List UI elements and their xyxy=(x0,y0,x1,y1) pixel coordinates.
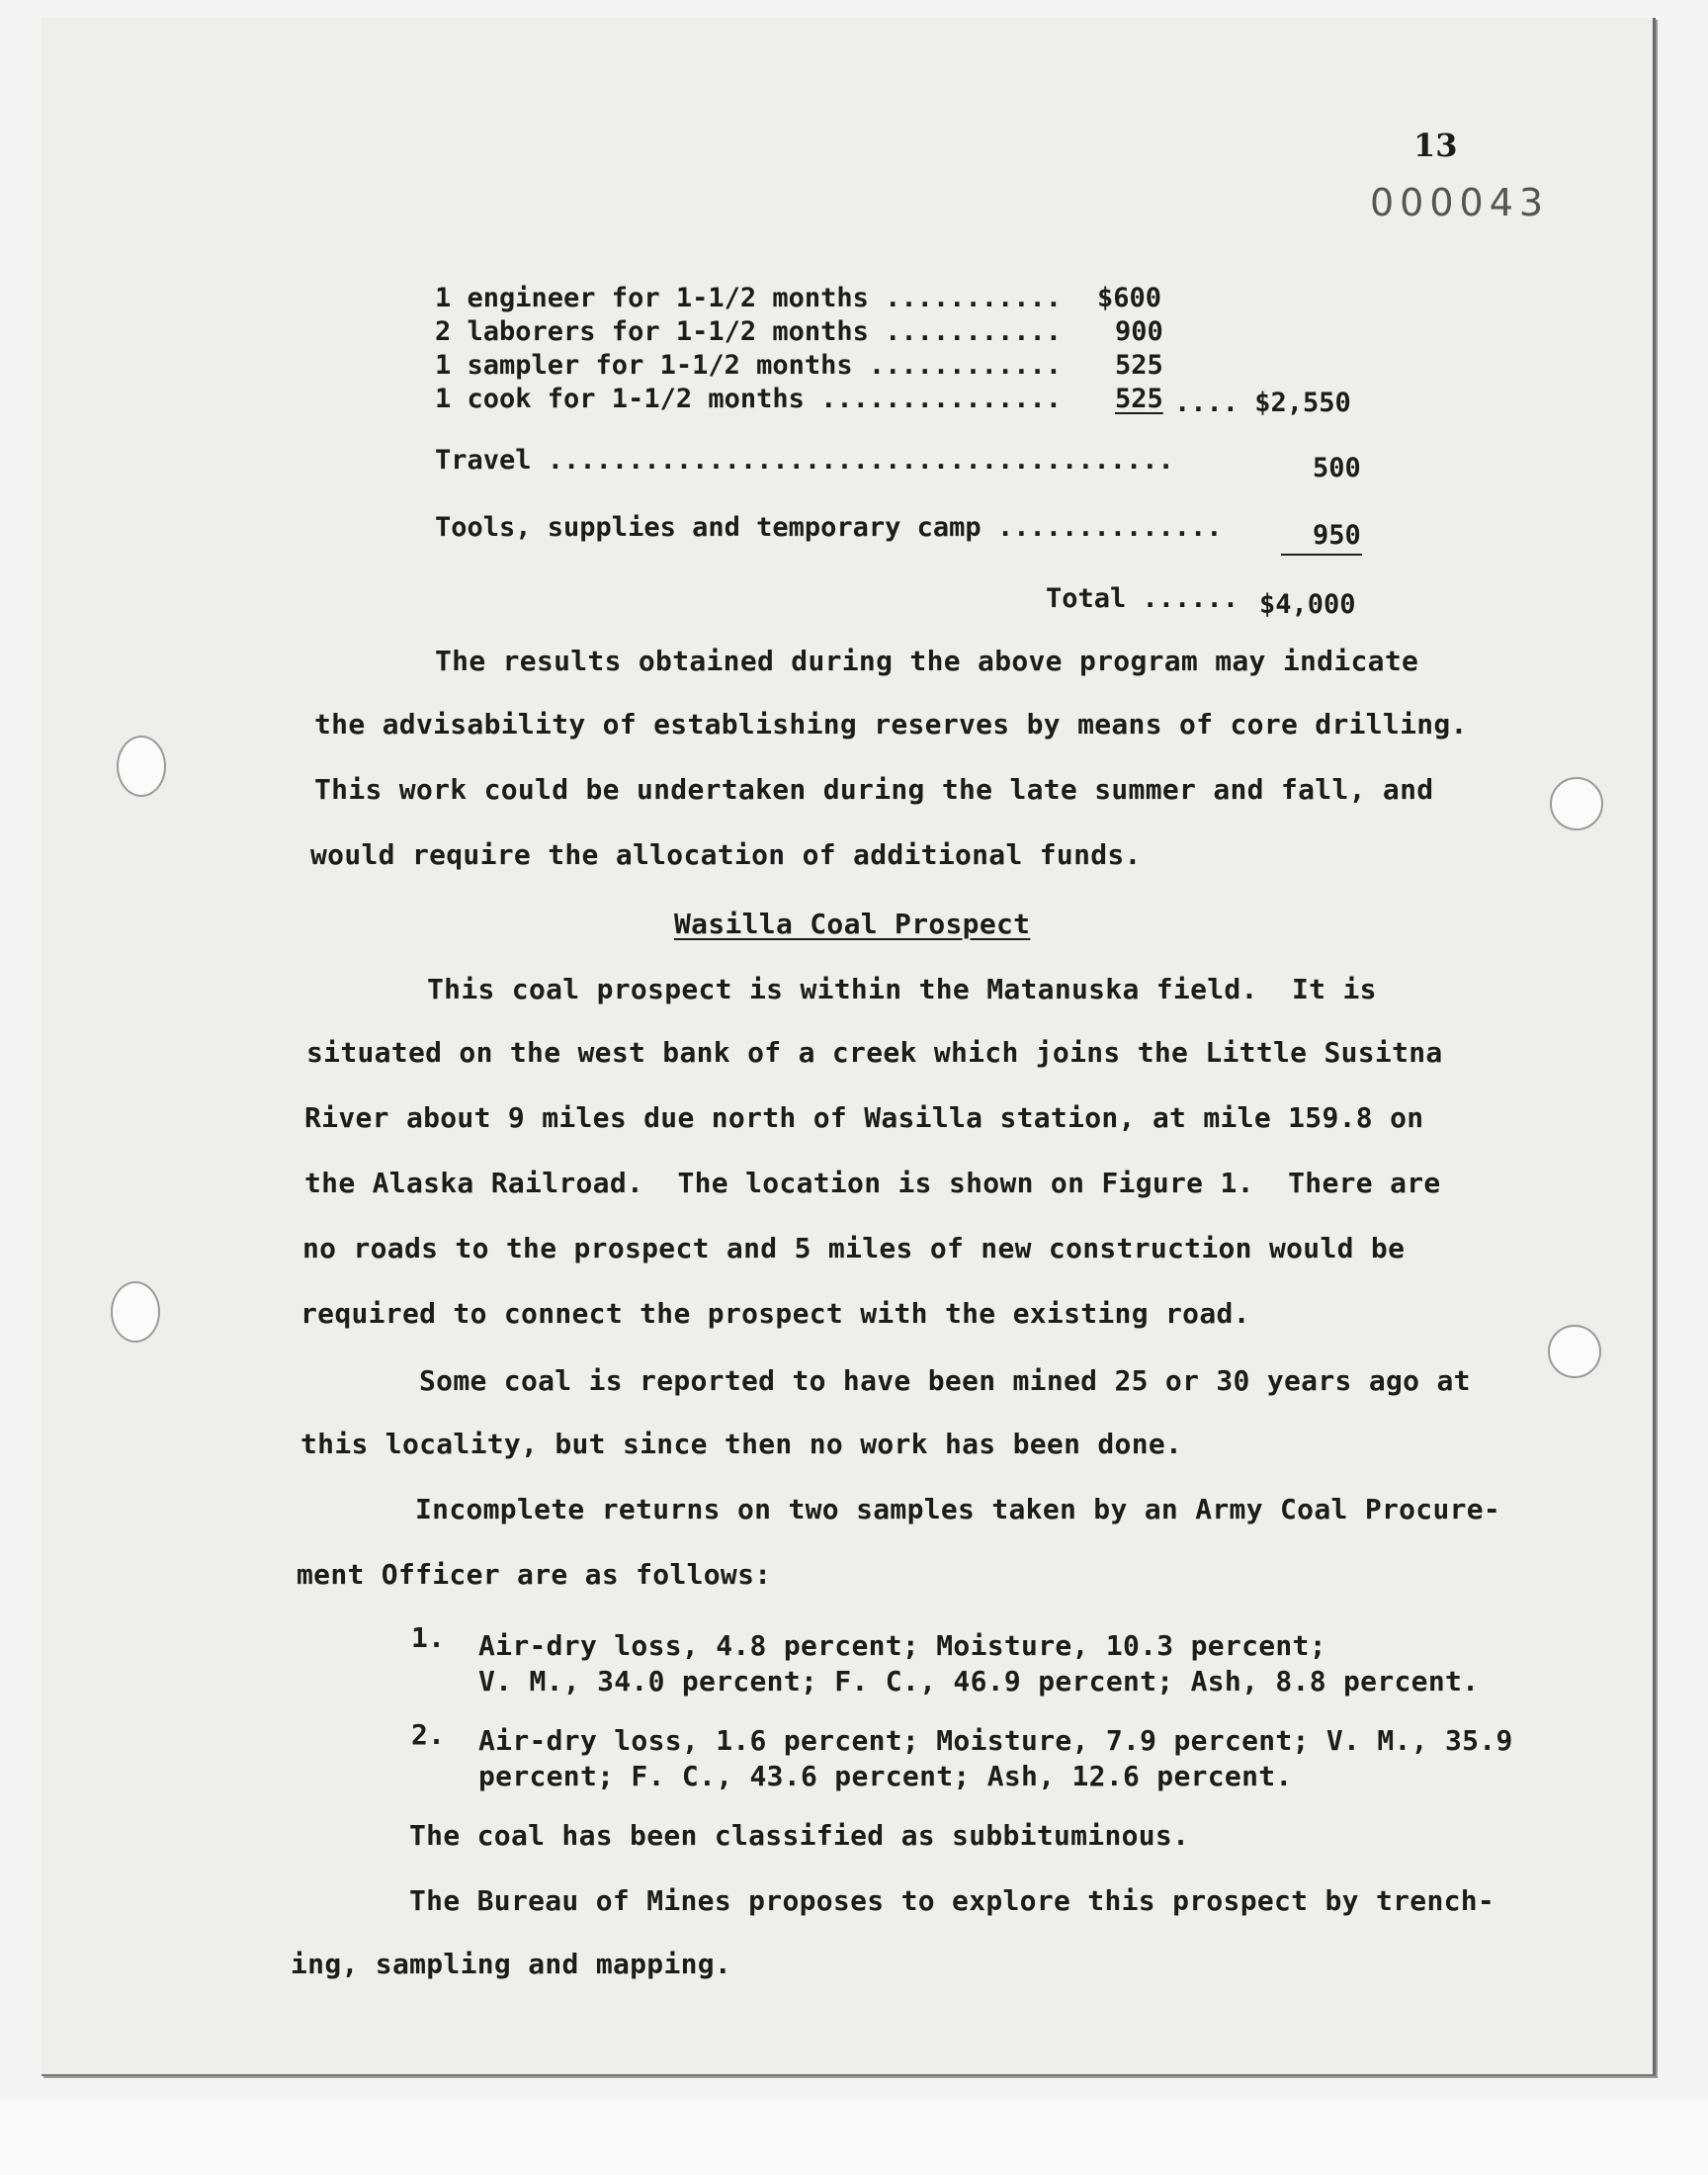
cost-label: 1 engineer for 1-1/2 months xyxy=(435,283,869,313)
cost-row xyxy=(435,316,1062,347)
cost-amount: 900 xyxy=(1115,316,1163,347)
cost-label: Tools, supplies and temporary camp xyxy=(435,512,982,543)
cost-label: 1 sampler for 1-1/2 months xyxy=(435,350,853,381)
leader-dots: ........... xyxy=(868,316,1062,347)
cost-label: 2 laborers for 1-1/2 months xyxy=(435,316,869,347)
total-row xyxy=(1046,583,1238,614)
cost-amount: $600 xyxy=(1097,283,1162,313)
cost-label: 1 cook for 1-1/2 months xyxy=(435,384,805,414)
punch-hole-right-upper xyxy=(1550,777,1603,830)
cost-amount: 500 xyxy=(1313,453,1361,483)
tools-row xyxy=(435,512,1223,543)
cost-amount: 950 xyxy=(1313,520,1361,551)
scan-margin xyxy=(0,2100,1708,2175)
leader-dots: ............... xyxy=(804,384,1062,414)
text-line: situated on the west bank of a creek which joins the Little Susitna xyxy=(306,1036,1443,1069)
cost-subtotal: .... $2,550 xyxy=(1174,388,1351,418)
text-line: the advisability of establishing reserves by means of core drilling. xyxy=(314,708,1468,740)
cost-row xyxy=(435,350,1062,381)
leader-dots: .............. xyxy=(981,512,1223,543)
text-line: The Bureau of Mines proposes to explore this prospect by trench- xyxy=(409,1884,1495,1917)
text-line: ment Officer are as follows: xyxy=(297,1558,772,1591)
text-line: The results obtained during the above program may indicate xyxy=(435,645,1419,677)
total-amount: $4,000 xyxy=(1259,589,1356,620)
text-line: River about 9 miles due north of Wasilla station, at mile 159.8 on xyxy=(304,1101,1424,1134)
leader-dots: ............ xyxy=(852,350,1062,381)
list-item-line: Air-dry loss, 4.8 percent; Moisture, 10.3 percent; xyxy=(478,1629,1326,1662)
paragraph-classification: The coal has been classified as subbituminous. xyxy=(409,1819,1190,1852)
text-line: Some coal is reported to have been mined 25 or 30 years ago at xyxy=(419,1364,1471,1397)
total-label: Total xyxy=(1046,583,1127,614)
punch-hole-right-lower xyxy=(1548,1325,1601,1378)
list-number: 2. xyxy=(411,1718,446,1751)
text-line: would require the allocation of additional funds. xyxy=(310,838,1142,871)
cost-label: Travel xyxy=(435,445,532,476)
page-number: 13 xyxy=(1413,127,1458,164)
text-line: This coal prospect is within the Matanuska field. It is xyxy=(427,973,1377,1005)
document-stamp-number: 000043 xyxy=(1370,181,1550,224)
leader-dots: ...... xyxy=(1126,583,1239,614)
leader-dots: ........... xyxy=(868,283,1062,313)
list-number: 1. xyxy=(411,1621,446,1654)
list-item-line: percent; F. C., 43.6 percent; Ash, 12.6 percent. xyxy=(478,1760,1293,1792)
cost-row xyxy=(435,283,1062,313)
punch-hole-left-lower xyxy=(111,1281,160,1343)
cost-amount: 525 xyxy=(1115,350,1163,381)
cost-row xyxy=(435,384,1062,414)
text-line: required to connect the prospect with the existing road. xyxy=(300,1297,1250,1330)
text-line: ing, sampling and mapping. xyxy=(291,1948,732,1980)
leader-dots: ....................................... xyxy=(531,445,1174,476)
punch-hole-left-upper xyxy=(117,736,166,797)
text-line: Incomplete returns on two samples taken by an Army Coal Procure- xyxy=(415,1493,1501,1525)
list-item-line: V. M., 34.0 percent; F. C., 46.9 percent; Ash, 8.8 percent. xyxy=(478,1665,1480,1697)
section-heading: Wasilla Coal Prospect xyxy=(674,908,1031,940)
text-line: This work could be undertaken during the late summer and fall, and xyxy=(314,773,1434,806)
travel-row xyxy=(435,445,1174,476)
text-line: no roads to the prospect and 5 miles of new construction would be xyxy=(302,1232,1406,1264)
total-rule xyxy=(1281,554,1362,556)
list-item-line: Air-dry loss, 1.6 percent; Moisture, 7.9 percent; V. M., 35.9 xyxy=(478,1724,1513,1757)
text-line: the Alaska Railroad. The location is shown on Figure 1. There are xyxy=(304,1167,1441,1199)
cost-amount: 525 xyxy=(1115,384,1163,414)
text-line: this locality, but since then no work has been done. xyxy=(300,1428,1183,1460)
